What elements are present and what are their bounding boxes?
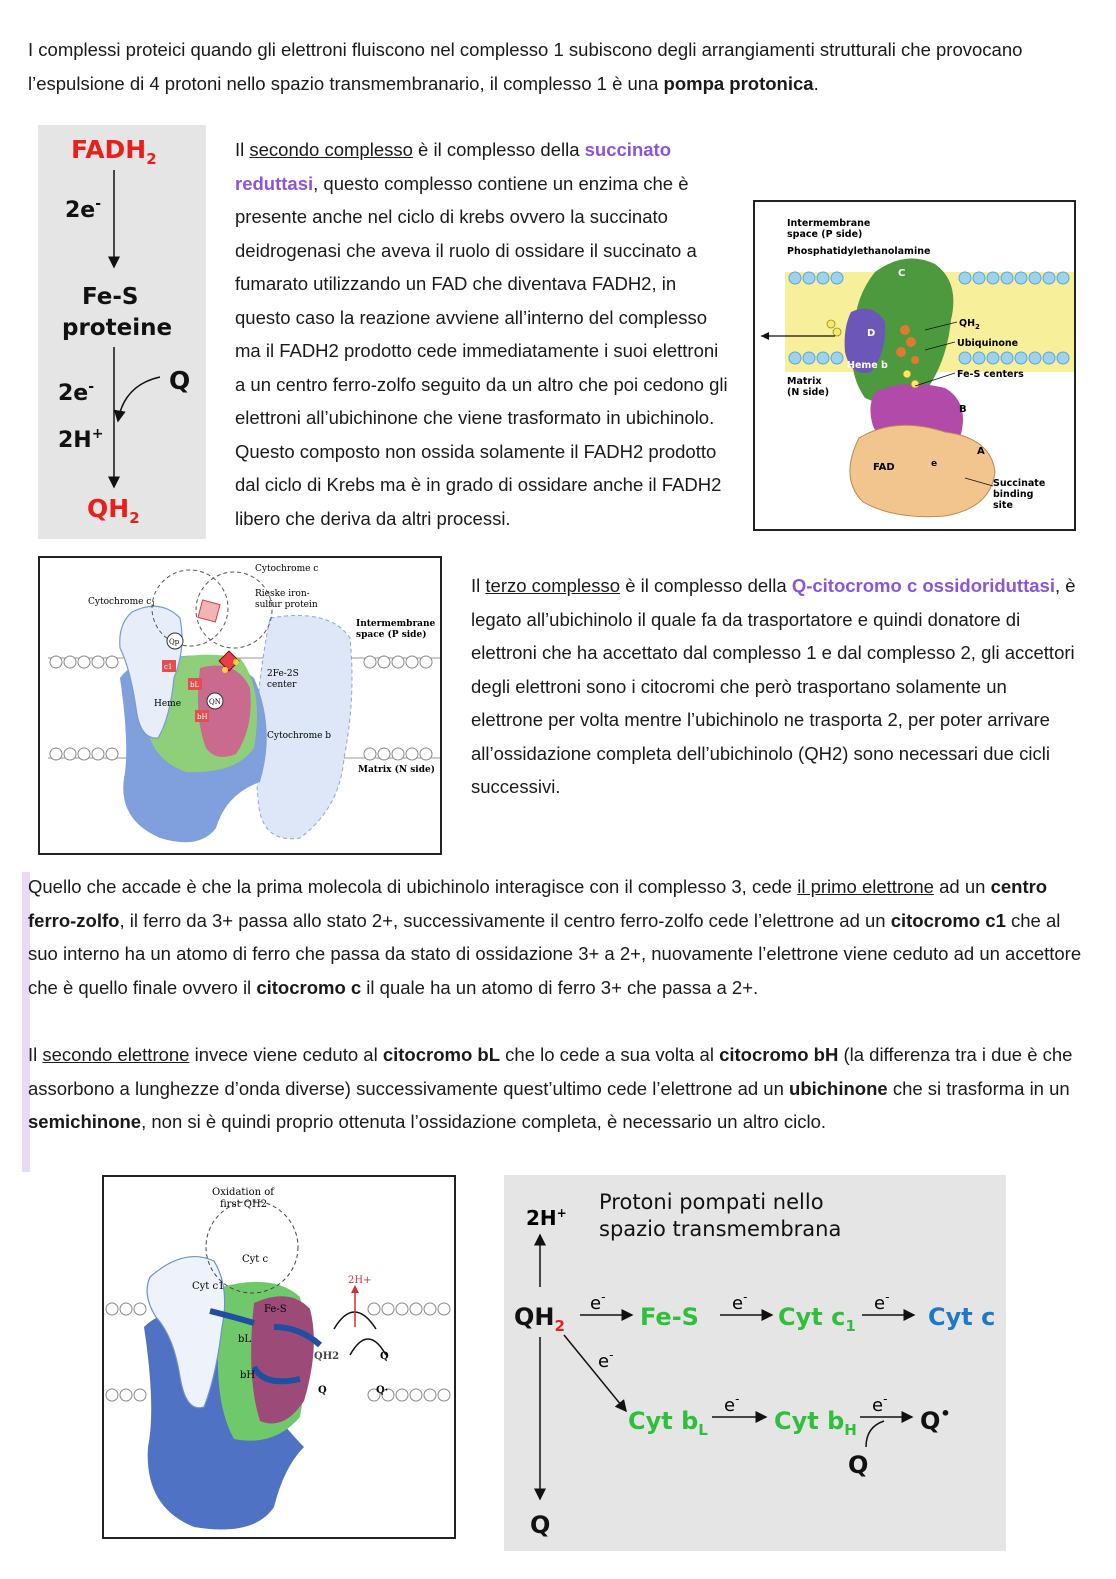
svg-text:e-: e- [872, 1392, 888, 1416]
svg-text:2e-: 2e- [58, 379, 95, 406]
q-citocromo-c-ossidoriduttasi: Q-citocromo c ossidoriduttasi [791, 575, 1055, 596]
svg-text:B: B [959, 404, 967, 415]
terzo-complesso: terzo complesso [485, 575, 621, 596]
svg-text:Intermembrane: Intermembrane [356, 619, 436, 629]
svg-text:Cyt bH: Cyt $b_H$ [774, 1407, 857, 1439]
svg-text:QH2: $QH_2$ [87, 494, 140, 527]
svg-text:bH: bH [197, 713, 208, 721]
q-input: Q [848, 1451, 869, 1479]
svg-text:bL: bL [190, 681, 200, 689]
svg-text:FAD: FAD [873, 462, 895, 473]
svg-text:2e-: 2e- [65, 196, 102, 223]
svg-text:Intermembrane: Intermembrane [787, 218, 871, 229]
svg-text:C: C [898, 268, 906, 279]
svg-text:(N side): (N side) [787, 387, 830, 398]
svg-text:e-: e- [598, 1348, 614, 1372]
pompa-protonica: pompa protonica [663, 72, 814, 94]
cyt-c-node: Cyt c [928, 1303, 996, 1331]
fes-label: Fe-S [82, 284, 139, 310]
complex2-paragraph: Il secondo complesso è il complesso della succinato reduttasi, questo complesso contiene un enzima che è presente anche nel ciclo di krebs ovvero la succinato deidrogenasi che aveva il ruolo di ossidare il succinato a fumarato utilizzando un FAD che diventava FADH2, in questo caso la reazione avviene all’interno del complesso ma il FADH2 prodotto cede immediatamente i suoi elettroni a un centro ferro-zolfo seguito da un altro che poi cedono gli elettroni all’ubichinone che viene trasformato in ubichinolo. Questo composto non ossida solamente il FADH2 prodotto dal ciclo di Krebs ma è in grado di ossidare anche il FADH2 libero che deriva da altri processi. [235, 139, 728, 529]
qh2-start: QH [514, 1303, 555, 1331]
proteine-label: proteine [62, 315, 173, 341]
svg-text:QH2: $QH_2$ [959, 318, 980, 331]
complex3-paragraph: Il terzo complesso è il complesso della Q-citocromo c ossidoriduttasi, è legato all’ubichinolo il quale fa da trasportatore e quindi donatore di elettroni che ha accettato dal complesso 1 e dal complesso 2, gli accettori degli elettroni sono i citocromi che però trasportano solamente un elettrone per volta mentre l’ubichinolo ne trasporta 2, per poter arrivare all’ossidazione completa dell’ubichinolo (QH2) sono necessari due cicli successivi. [471, 575, 1076, 797]
svg-text:e-: e- [874, 1290, 890, 1314]
svg-text:QN: QN [209, 698, 221, 706]
oxidation-figure [102, 1175, 456, 1539]
svg-text:A: A [977, 446, 985, 457]
svg-text:Q•: Q• [920, 1404, 951, 1435]
svg-text:c1: c1 [164, 663, 173, 671]
svg-text:D: D [867, 328, 876, 339]
svg-text:Matrix (N side): Matrix (N side) [358, 765, 435, 775]
scheme-title-1: Protoni pompati nello [599, 1190, 824, 1214]
svg-text:FADH2: $FADH_2$ [71, 135, 157, 168]
secondo-complesso: secondo complesso [249, 139, 413, 160]
svg-text:Qp: Qp [169, 638, 180, 646]
svg-text:Fe-S centers: Fe-S centers [957, 369, 1024, 380]
svg-text:e-: e- [724, 1392, 740, 1416]
svg-text:Q: Q [318, 1385, 327, 1396]
svg-text:bL: bL [238, 1334, 252, 1345]
svg-text:Cytochrome c1: Cytochrome $c_1$ [88, 597, 156, 608]
svg-text:Cytochrome c: Cytochrome c [255, 564, 319, 574]
svg-text:Oxidation of: Oxidation of [212, 1187, 274, 1198]
svg-text:first QH2: first QH2 [220, 1199, 268, 1210]
semiquinone-node: Q [920, 1407, 941, 1435]
svg-text:Heme: Heme [154, 699, 182, 709]
svg-text:center: center [267, 680, 297, 690]
svg-text:Heme b: Heme b [847, 360, 888, 371]
intro-paragraph: I complessi proteici quando gli elettroni fluiscono nel complesso 1 subiscono degli arrangiamenti strutturali che provocano l’espulsione di 4 protoni nello spazio transmembranario, il complesso 1 è una pompa protonica. [28, 39, 1023, 94]
svg-text:Cytochrome b: Cytochrome b [267, 731, 332, 741]
svg-text:space (P side): space (P side) [787, 229, 863, 240]
fadh2-label: FADH [71, 135, 147, 164]
svg-text:e-: e- [732, 1290, 748, 1314]
cyt-bl-node: Cyt b [628, 1407, 699, 1435]
svg-text:Cyt c1: Cyt $c_1$ [778, 1303, 856, 1335]
mechanism-paragraph-1: Quello che accade è che la prima molecola di ubichinolo interagisce con il complesso 3, cede il primo elettrone ad un centro ferro-zolfo, il ferro da 3+ passa allo stato 2+, successivamente il centro ferro-zolfo cede l’elettrone ad un citocromo c1 che al suo interno ha un atomo di ferro che passa da stato di ossidazione 3+ a 2+, nuovamente l’elettrone viene ceduto ad un accettore che è quello finale ovvero il citocromo c il quale ha un atomo di ferro 3+ che passa a 2+. [28, 876, 1082, 998]
svg-text:Cyt c1: Cyt c1 [192, 1281, 225, 1292]
svg-text:2H+: 2H+ [348, 1275, 372, 1286]
mechanism-paragraph-2: Il secondo elettrone invece viene ceduto al citocromo bL che lo cede a sua volta al citocromo bH (la differenza tra i due è che assorbono a lunghezze d’onda diverse) successivamente quest’ultimo cede l’elettrone ad un ubichinone che si trasforma in un semichinone, non si è quindi proprio ottenuta l’ossidazione completa, è necessario un altro ciclo. [28, 1044, 1073, 1132]
svg-text:e-: e- [590, 1290, 606, 1314]
complex3-figure [38, 556, 442, 855]
svg-text:2H+: 2H+ [526, 1206, 567, 1230]
svg-text:Ubiquinone: Ubiquinone [957, 338, 1019, 349]
succinato-reduttasi: succinato reduttasi [235, 139, 671, 194]
svg-text:Q: Q [380, 1351, 389, 1362]
svg-text:site: site [993, 500, 1013, 511]
fadh2-scheme [38, 125, 206, 539]
electron-flow-scheme [504, 1175, 1006, 1551]
qh2-label: QH [87, 494, 130, 523]
svg-text:binding: binding [993, 489, 1034, 500]
svg-text:space (P side): space (P side) [356, 630, 427, 640]
svg-text:Cyt c: Cyt c [242, 1254, 269, 1265]
svg-text:bH: bH [240, 1370, 256, 1381]
svg-text:sulfur protein: sulfur protein [255, 600, 318, 610]
svg-text:Succinate: Succinate [993, 478, 1046, 489]
svg-text:QH2: QH2 [314, 1351, 340, 1362]
scheme-title-2: spazio transmembrana [599, 1217, 842, 1241]
svg-text:Phosphatidylethanolamine: Phosphatidylethanolamine [787, 246, 931, 257]
svg-text:e: e [931, 459, 938, 469]
cyt-bh-node: Cyt b [774, 1407, 845, 1435]
svg-text:QH2: $QH_2$ [514, 1303, 565, 1335]
complex2-figure [753, 200, 1076, 531]
svg-text:Matrix: Matrix [787, 376, 822, 387]
q-label: Q [169, 366, 191, 395]
cyt-c1-node: Cyt c [778, 1303, 846, 1331]
fes-node: Fe-S [640, 1303, 699, 1331]
svg-text:Cyt bL: Cyt $b_L$ [628, 1407, 708, 1439]
q-final: Q [530, 1511, 551, 1539]
svg-text:2Fe-2S: 2Fe-2S [267, 669, 299, 679]
svg-text:Fe-S: Fe-S [264, 1304, 287, 1315]
svg-text:Rieske iron-: Rieske iron- [255, 589, 310, 599]
svg-text:Q·: Q· [376, 1385, 389, 1396]
svg-text:2H+: 2H+ [58, 426, 104, 453]
